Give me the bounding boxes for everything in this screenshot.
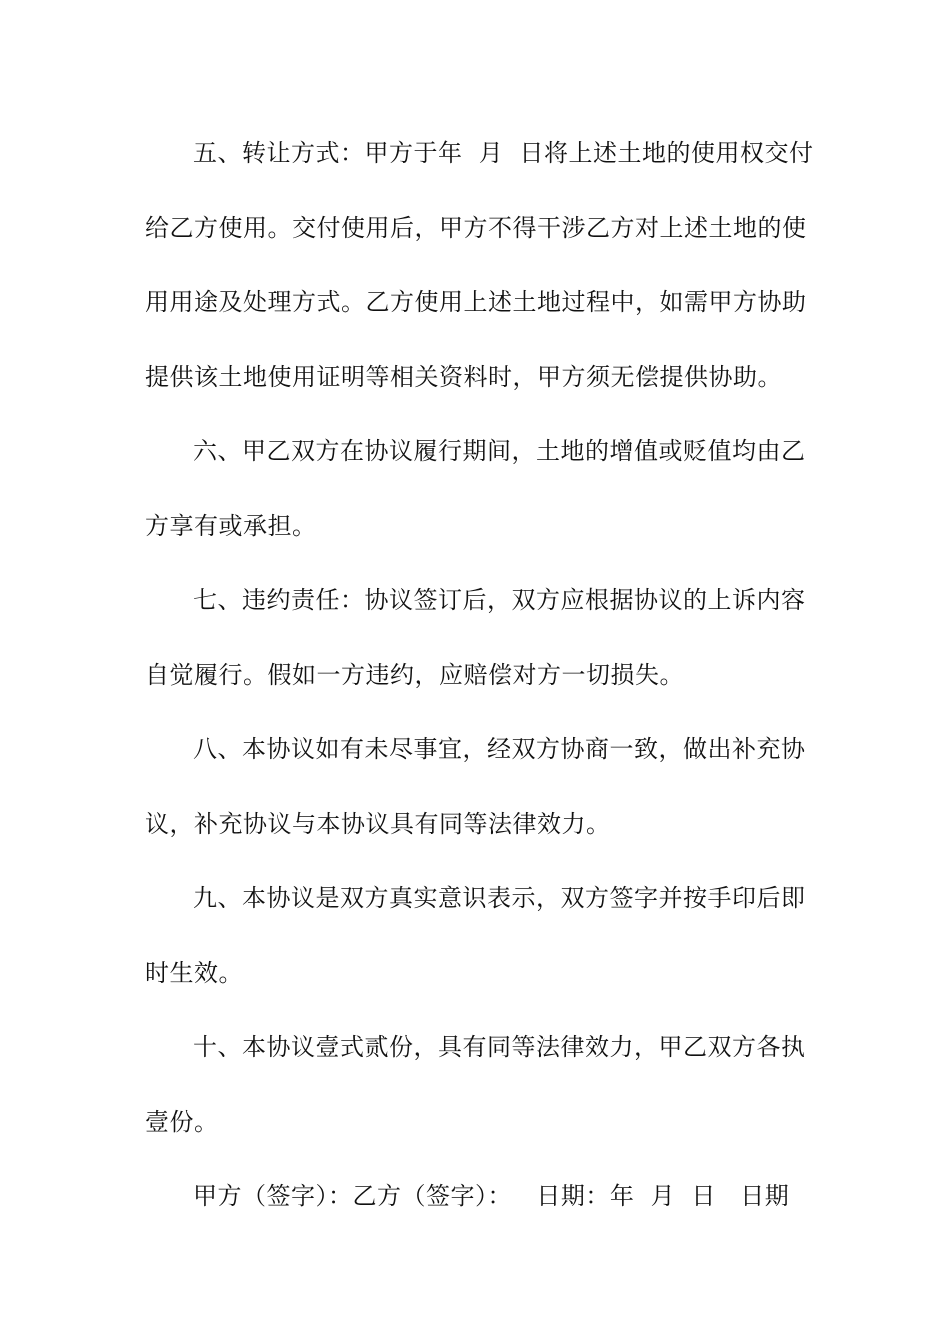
clause-5-line-4: 提供该土地使用证明等相关资料时，甲方须无偿提供协助。: [145, 362, 782, 391]
clause-7-line-1: 七、违约责任：协议签订后，双方应根据协议的上诉内容: [193, 586, 806, 614]
clause-8-line-2: 议，补充协议与本协议具有同等法律效力。: [145, 809, 611, 838]
clause-5-line-1: 五、转让方式：甲方于年 月 日将上述土地的使用权交付: [193, 139, 814, 167]
clause-6-line-2: 方享有或承担。: [145, 511, 317, 540]
clause-10-line-2: 壹份。: [145, 1107, 219, 1136]
document-body: [145, 128, 814, 1246]
clause-6-line-1: 六、甲乙双方在协议履行期间，土地的增值或贬值均由乙: [193, 437, 806, 465]
clause-7-line-2: 自觉履行。假如一方违约，应赔偿对方一切损失。: [145, 660, 684, 689]
clause-10-line-1: 十、本协议壹式贰份，具有同等法律效力，甲乙双方各执: [193, 1033, 806, 1061]
signature-line: 甲方（签字）：乙方（签字）： 日期：年 月 日 日期: [193, 1182, 790, 1210]
clause-5-line-3: 用用途及处理方式。乙方使用上述土地过程中，如需甲方协助: [145, 288, 807, 316]
clause-9-line-1: 九、本协议是双方真实意识表示，双方签字并按手印后即: [193, 884, 806, 912]
clause-9-line-2: 时生效。: [145, 958, 243, 987]
clause-5-line-2: 给乙方使用。交付使用后，甲方不得干涉乙方对上述土地的使: [145, 213, 807, 242]
clause-8-line-1: 八、本协议如有未尽事宜，经双方协商一致，做出补充协: [193, 735, 806, 763]
